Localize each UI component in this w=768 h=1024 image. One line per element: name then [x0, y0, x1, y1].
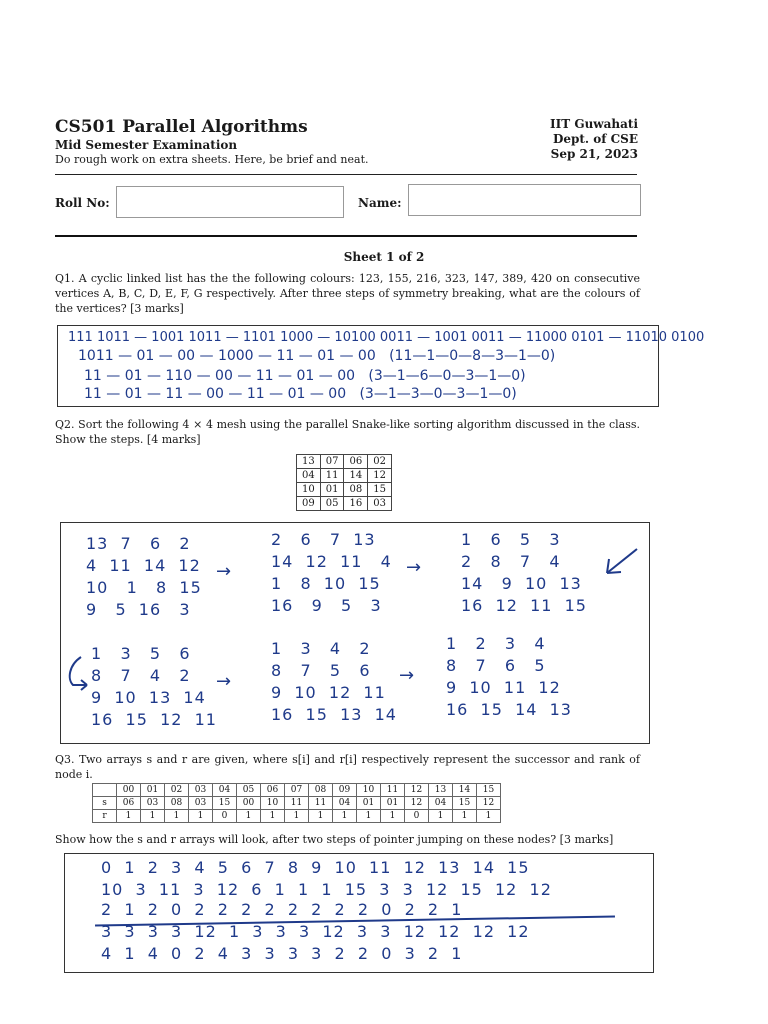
exam-date: Sep 21, 2023	[550, 147, 638, 161]
r-cell: 0	[405, 810, 429, 823]
index-cell: 00	[117, 784, 141, 797]
step-row: 9 5 16 3	[86, 600, 191, 619]
index-cell: 10	[357, 784, 381, 797]
step-row: 1 3 5 6	[91, 644, 191, 663]
arrow-right-icon: →	[399, 665, 415, 686]
mesh-cell: 12	[368, 469, 392, 483]
institute-block	[545, 117, 638, 162]
s-cell: 01	[381, 797, 405, 810]
index-cell: 11	[381, 784, 405, 797]
index-cell: 05	[237, 784, 261, 797]
step-row: 16 15 13 14	[271, 705, 397, 724]
roll-label: Roll No:	[55, 196, 110, 210]
step-row: 16 15 14 13	[446, 700, 572, 719]
index-cell: 01	[141, 784, 165, 797]
index-cell: 03	[189, 784, 213, 797]
mesh-row	[297, 469, 392, 483]
step-row: 8 7 6 5	[446, 656, 546, 675]
step-row: 14 9 10 13	[461, 574, 582, 593]
row-label: r	[93, 810, 117, 823]
name-field[interactable]	[408, 184, 641, 216]
handwriting-line: 10 3 11 3 12 6 1 1 1 15 3 3 12 15 12 12	[101, 880, 552, 899]
handwriting-line: 0 1 2 3 4 5 6 7 8 9 10 11 12 13 14 15	[101, 858, 530, 877]
index-cell: 15	[477, 784, 501, 797]
r-cell: 1	[117, 810, 141, 823]
department: Dept. of CSE	[552, 132, 638, 146]
mesh-table	[296, 454, 392, 511]
mesh-cell: 16	[344, 497, 368, 511]
step-row: 1 6 5 3	[461, 530, 561, 549]
mesh-cell: 10	[297, 483, 321, 497]
s-cell: 15	[453, 797, 477, 810]
sort-step	[86, 533, 202, 621]
s-cell: 11	[309, 797, 333, 810]
r-cell: 1	[261, 810, 285, 823]
arrow-right-icon: →	[406, 557, 422, 578]
array-table-wrap	[92, 783, 501, 823]
index-cell: 04	[213, 784, 237, 797]
mesh-cell: 06	[344, 455, 368, 469]
r-cell: 1	[381, 810, 405, 823]
mesh-cell: 11	[320, 469, 344, 483]
input-mesh	[296, 454, 392, 511]
r-row	[93, 810, 501, 823]
r-cell: 1	[165, 810, 189, 823]
step-row: 1 3 4 2	[271, 639, 371, 658]
index-cell: 06	[261, 784, 285, 797]
step-row: 16 12 11 15	[461, 596, 587, 615]
s-cell: 10	[261, 797, 285, 810]
array-table	[92, 783, 501, 823]
instructions: Do rough work on extra sheets. Here, be brief and neat.	[55, 153, 369, 166]
arrow-right-icon: →	[216, 671, 232, 692]
exam-type: Mid Semester Examination	[55, 138, 238, 152]
handwriting-line: 3 3 3 3 12 1 3 3 3 12 3 3 12 12 12 12	[101, 922, 530, 941]
sort-step	[271, 529, 392, 617]
mesh-cell: 09	[297, 497, 321, 511]
s-cell: 00	[237, 797, 261, 810]
sheet-number: Sheet 1 of 2	[343, 250, 425, 264]
row-label	[93, 784, 117, 797]
handwriting-line: 11 — 01 — 11 — 00 — 11 — 01 — 00 (3—1—3—0—3—1—0)	[84, 386, 517, 402]
step-row: 1 8 10 15	[271, 574, 381, 593]
r-cell: 1	[429, 810, 453, 823]
r-cell: 1	[333, 810, 357, 823]
sort-step	[91, 643, 217, 731]
step-row: 2 8 7 4	[461, 552, 561, 571]
divider	[55, 235, 637, 237]
question-3: Q3. Two arrays s and r are given, where s[i] and r[i] respectively represent the successor and rank of node i.	[55, 753, 640, 781]
handwriting-line: 11 — 01 — 110 — 00 — 11 — 01 — 00 (3—1—6—0—3—1—0)	[84, 368, 526, 384]
step-row: 8 7 5 6	[271, 661, 371, 680]
mesh-cell: 07	[320, 455, 344, 469]
r-cell: 1	[141, 810, 165, 823]
mesh-cell: 03	[368, 497, 392, 511]
r-cell: 1	[237, 810, 261, 823]
arrow-right-icon: →	[216, 561, 232, 582]
step-row: 10 1 8 15	[86, 578, 202, 597]
step-row: 16 9 5 3	[271, 596, 382, 615]
s-cell: 01	[357, 797, 381, 810]
s-cell: 11	[285, 797, 309, 810]
mesh-cell: 15	[368, 483, 392, 497]
roll-field[interactable]	[116, 186, 344, 218]
r-cell: 0	[213, 810, 237, 823]
question-3-part-2: Show how the s and r arrays will look, after two steps of pointer jumping on these nodes? [3 marks]	[55, 833, 614, 846]
mesh-row	[297, 455, 392, 469]
index-cell: 07	[285, 784, 309, 797]
s-cell: 06	[117, 797, 141, 810]
step-row: 16 15 12 11	[91, 710, 217, 729]
index-row	[93, 784, 501, 797]
step-row: 14 12 11 4	[271, 552, 392, 571]
s-cell: 03	[189, 797, 213, 810]
handwriting-line: 2 1 2 0 2 2 2 2 2 2 2 2 0 2 2 1	[101, 900, 463, 919]
mesh-cell: 05	[320, 497, 344, 511]
arrow-curve-icon	[63, 653, 93, 693]
r-cell: 1	[453, 810, 477, 823]
step-row: 8 7 4 2	[91, 666, 191, 685]
sort-step	[271, 638, 397, 726]
mesh-cell: 13	[297, 455, 321, 469]
s-cell: 12	[405, 797, 429, 810]
question-1: Q1. A cyclic linked list has the the following colours: 123, 155, 216, 323, 147, 389, 420 on consecutive vertices A, B, C, D, E, F, G respectively. After three steps of symmetry breaking, what are the colours of the vertices? [3 marks]	[55, 272, 640, 315]
step-row: 2 6 7 13	[271, 530, 376, 549]
r-cell: 1	[477, 810, 501, 823]
r-cell: 1	[189, 810, 213, 823]
handwriting-line: 1011 — 01 — 00 — 1000 — 11 — 01 — 00 (11—1—0—8—3—1—0)	[78, 348, 556, 364]
index-cell: 14	[453, 784, 477, 797]
mesh-row	[297, 483, 392, 497]
s-cell: 12	[477, 797, 501, 810]
step-row: 9 10 13 14	[91, 688, 206, 707]
s-cell: 04	[429, 797, 453, 810]
s-row	[93, 797, 501, 810]
mesh-cell: 02	[368, 455, 392, 469]
arrow-down-left-icon	[601, 545, 641, 579]
index-cell: 09	[333, 784, 357, 797]
answer-box-3[interactable]	[64, 853, 654, 973]
answer-box-2[interactable]	[60, 522, 650, 744]
handwriting-line: 4 1 4 0 2 4 3 3 3 3 2 2 0 3 2 1	[101, 944, 463, 963]
step-row: 4 11 14 12	[86, 556, 201, 575]
index-cell: 02	[165, 784, 189, 797]
mesh-row	[297, 497, 392, 511]
step-row: 13 7 6 2	[86, 534, 191, 553]
step-row: 1 2 3 4	[446, 634, 546, 653]
step-row: 9 10 11 12	[446, 678, 561, 697]
r-cell: 1	[285, 810, 309, 823]
mesh-cell: 14	[344, 469, 368, 483]
s-cell: 08	[165, 797, 189, 810]
divider	[55, 174, 637, 175]
s-cell: 03	[141, 797, 165, 810]
mesh-cell: 04	[297, 469, 321, 483]
sort-step	[461, 529, 587, 617]
index-cell: 08	[309, 784, 333, 797]
institute: IIT Guwahati	[549, 117, 638, 131]
sort-step	[446, 633, 572, 721]
s-cell: 15	[213, 797, 237, 810]
index-cell: 12	[405, 784, 429, 797]
question-2: Q2. Sort the following 4 × 4 mesh using the parallel Snake-like sorting algorithm discussed in the class. Show the steps. [4 marks]	[55, 418, 640, 446]
handwriting-line: 111 1011 — 1001 1011 — 1101 1000 — 10100 0011 — 1001 0011 — 11000 0101 — 11010 0100	[68, 330, 705, 345]
r-cell: 1	[357, 810, 381, 823]
name-label: Name:	[358, 196, 402, 210]
s-cell: 04	[333, 797, 357, 810]
step-row: 9 10 12 11	[271, 683, 386, 702]
course-title: CS501 Parallel Algorithms	[55, 117, 308, 137]
mesh-cell: 01	[320, 483, 344, 497]
row-label: s	[93, 797, 117, 810]
answer-box-1[interactable]	[57, 325, 705, 407]
mesh-cell: 08	[344, 483, 368, 497]
r-cell: 1	[309, 810, 333, 823]
index-cell: 13	[429, 784, 453, 797]
